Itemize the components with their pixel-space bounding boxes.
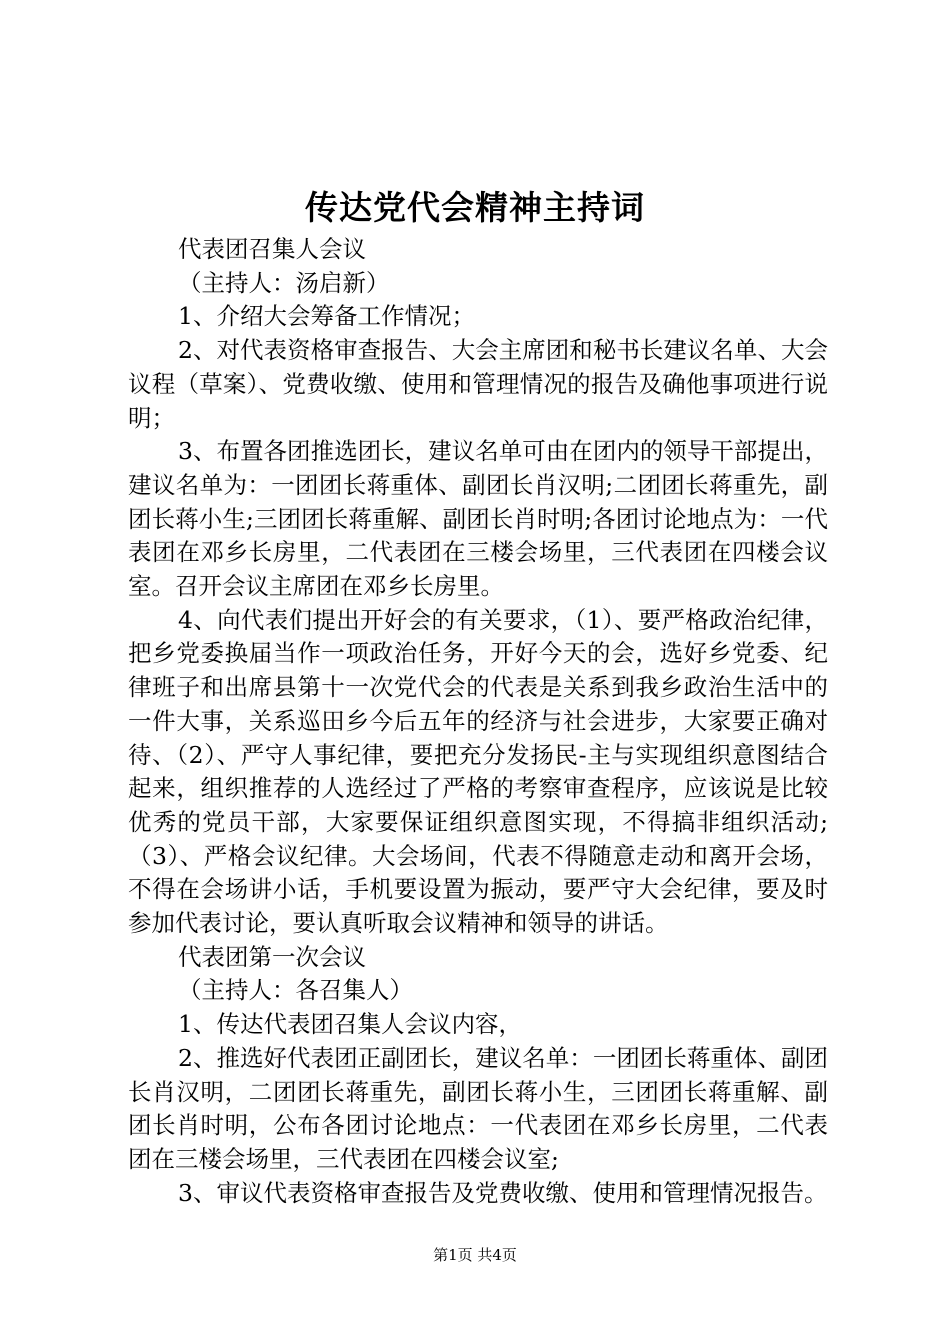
host-note: （主持人：汤启新）	[178, 268, 390, 297]
document-body	[128, 233, 828, 1210]
agenda-item: 2、对代表资格审查报告、大会主席团和秘书长建议名单、大会议程（草案）、党费收缴、使用和管理情况的报告及确他事项进行说明；	[128, 336, 828, 432]
agenda-item: 4、向代表们提出开好会的有关要求，（1）、要严格政治纪律，把乡党委换届当作一项政治任务，开好今天的会，选好乡党委、纪律班子和出席县第十一次党代会的代表是关系到我乡政治生活中的一件大事，关系巡田乡今后五年的经济与社会进步，大家要正确对待、（2）、严守人事纪律，要把充分发扬民-主与实现组织意图结合起来，组织推荐的人选经过了严格的考察审查程序，应该说是比较优秀的党员干部，大家要保证组织意图实现，不得搞非组织活动;（3）、严格会议纪律。大会场间，代表不得随意走动和离开会场，不得在会场讲小话，手机要设置为振动，要严守大会纪律，要及时参加代表讨论，要认真听取会议精神和领导的讲话。	[128, 605, 828, 938]
agenda-item: 1、介绍大会筹备工作情况；	[178, 302, 475, 331]
agenda-item: 1、传达代表团召集人会议内容，	[178, 1010, 522, 1039]
section-heading-first-meeting: 代表团第一次会议	[178, 942, 366, 971]
section-heading-convener-meeting: 代表团召集人会议	[178, 235, 366, 263]
host-note: （主持人：各召集人）	[178, 976, 413, 1005]
agenda-item: 2、推选好代表团正副团长，建议名单：一团团长蒋重体、副团长肖汉明，二团团长蒋重先，副团长蒋小生，三团团长蒋重解、副团长肖时明，公布各团讨论地点：一代表团在邓乡长房里，二代表团在三楼会场里，三代表团在四楼会议室;	[128, 1043, 828, 1173]
agenda-item: 3、审议代表资格审查报告及党费收缴、使用和管理情况报告。	[178, 1178, 828, 1207]
agenda-item: 3、布置各团推选团长，建议名单可由在团内的领导干部提出，建议名单为：一团团长蒋重体、副团长肖汉明;二团团长蒋重先，副团长蒋小生;三团团长蒋重解、副团长肖时明;各团讨论地点为：一代表团在邓乡长房里，二代表团在三楼会场里，三代表团在四楼会议室。召开会议主席团在邓乡长房里。	[128, 437, 828, 601]
page-footer: 第1页 共4页	[433, 1246, 517, 1264]
document-title: 传达党代会精神主持词	[305, 188, 645, 227]
